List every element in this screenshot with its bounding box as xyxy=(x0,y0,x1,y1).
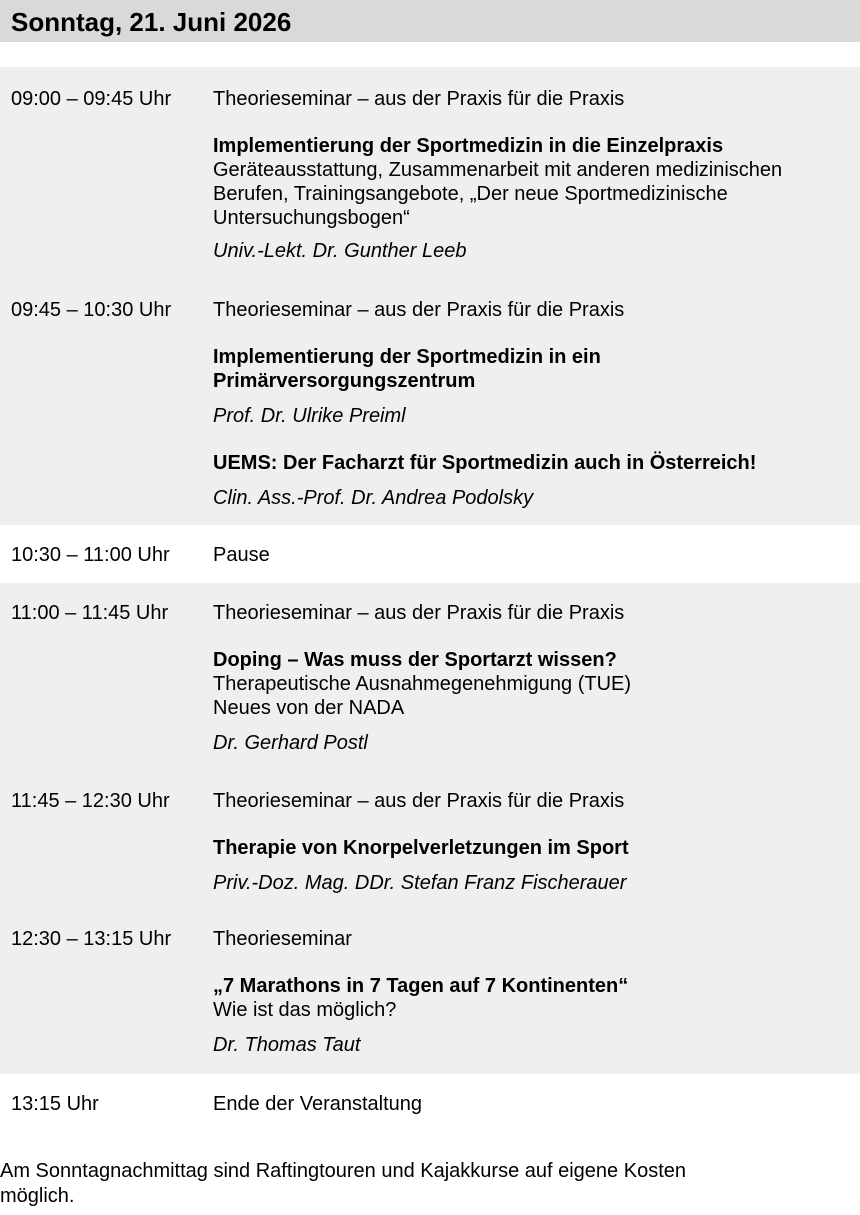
session-type: Theorieseminar xyxy=(213,928,352,950)
session-type: Theorieseminar – aus der Praxis für die Praxis xyxy=(213,299,625,321)
talk-title: Doping – Was muss der Sportarzt wissen? xyxy=(213,649,617,671)
talk-speaker: Dr. Thomas Taut xyxy=(213,1034,361,1056)
talk-speaker: Priv.-Doz. Mag. DDr. Stefan Franz Fischerauer xyxy=(213,872,627,894)
program-list xyxy=(0,67,860,1132)
session-time: 10:30 – 11:00 Uhr xyxy=(11,544,170,566)
session-1100 xyxy=(0,583,860,783)
talk-description: Therapeutische Ausnahmegenehmigung (TUE) xyxy=(213,673,632,695)
session-time: 13:15 Uhr xyxy=(11,1093,99,1115)
day-title: Sonntag, 21. Juni 2026 xyxy=(11,7,292,37)
talk-speaker: Clin. Ass.-Prof. Dr. Andrea Podolsky xyxy=(213,487,534,509)
session-time: 12:30 – 13:15 Uhr xyxy=(11,928,172,950)
talk xyxy=(213,648,853,720)
talk-title: Therapie von Knorpelverletzungen im Sport xyxy=(213,837,629,859)
talk-description: Berufen, Trainingsangebote, „Der neue Sportmedizinische xyxy=(213,183,728,205)
session-type: Ende der Veranstaltung xyxy=(213,1093,423,1115)
session-type: Theorieseminar – aus der Praxis für die Praxis xyxy=(213,790,625,812)
session-type: Theorieseminar – aus der Praxis für die Praxis xyxy=(213,602,625,624)
talk-description: Untersuchungsbogen“ xyxy=(213,207,410,229)
talk xyxy=(213,974,853,1022)
talk-title: UEMS: Der Facharzt für Sportmedizin auch in Österreich! xyxy=(213,452,757,474)
talk xyxy=(213,345,853,393)
talk-speaker: Univ.-Lekt. Dr. Gunther Leeb xyxy=(213,240,467,262)
session-pause xyxy=(0,525,860,583)
talk-title: Implementierung der Sportmedizin in ein xyxy=(213,346,601,368)
talk-title: Implementierung der Sportmedizin in die Einzelpraxis xyxy=(213,135,724,157)
talk-title: Primärversorgungszentrum xyxy=(213,370,476,392)
day-header xyxy=(0,0,860,42)
footer-line: möglich. xyxy=(0,1185,75,1207)
session-end xyxy=(0,1074,860,1132)
session-0900 xyxy=(0,67,860,269)
footer-note xyxy=(0,1159,860,1209)
talk-description: Geräteausstattung, Zusammenarbeit mit anderen medizinischen xyxy=(213,159,783,181)
talk-speaker: Dr. Gerhard Postl xyxy=(213,732,368,754)
session-type: Theorieseminar – aus der Praxis für die Praxis xyxy=(213,88,625,110)
session-type: Pause xyxy=(213,544,270,566)
session-time: 09:45 – 10:30 Uhr xyxy=(11,299,172,321)
talk-speaker: Prof. Dr. Ulrike Preiml xyxy=(213,405,406,427)
session-time: 11:45 – 12:30 Uhr xyxy=(11,790,170,812)
session-0945 xyxy=(0,269,860,525)
session-1230 xyxy=(0,923,860,1074)
talk-title: „7 Marathons in 7 Tagen auf 7 Kontinenten“ xyxy=(213,975,629,997)
talk-description: Wie ist das möglich? xyxy=(213,999,397,1021)
talk-description: Neues von der NADA xyxy=(213,697,405,719)
session-time: 11:00 – 11:45 Uhr xyxy=(11,602,169,624)
talk xyxy=(213,134,853,230)
footer-line: Am Sonntagnachmittag sind Raftingtouren und Kajakkurse auf eigene Kosten xyxy=(0,1160,686,1182)
session-time: 09:00 – 09:45 Uhr xyxy=(11,88,172,110)
session-1145 xyxy=(0,783,860,923)
